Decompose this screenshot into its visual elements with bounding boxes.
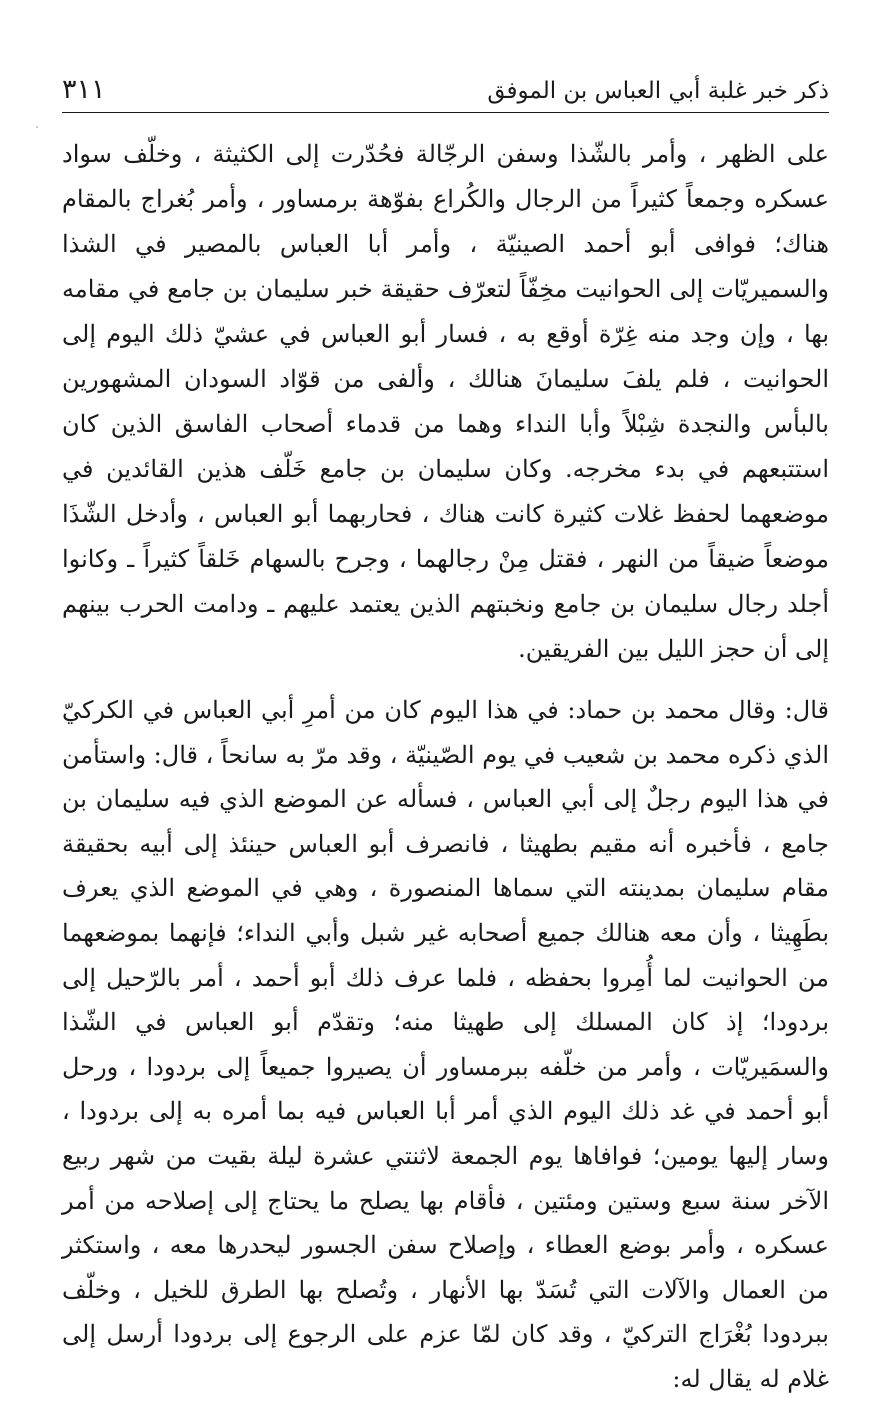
- body-paragraph: قال: وقال محمد بن حماد: في هذا اليوم كان من أمرِ أبي العباس في الكركيّ الذي ذكره محمد بن شعيب في يوم الصّينيّة ، وقد مرّ به سانحاً ، قال: واستأمن في هذا اليوم رجلٌ إلى أبي العباس ، فسأله عن الموضع الذي فيه سليمان بن جامع ، فأخبره أنه مقيم بطهيثا ، فانصرف أبو العباس حينئذ إلى أبيه بحقيقة مقام سليمان بمدينته التي سماها المنصورة ، وهي في الموضع الذي يعرف بطَهِيثا ، وأن معه هنالك جميع أصحابه غير شبل وأبي النداء؛ فإنهما بموضعهما من الحوانيت لما أُمِروا بحفظه ، فلما عرف ذلك أبو أحمد ، أمر بالرّحيل إلى بردودا؛ إذ كان المسلك إلى طهيثا منه؛ وتقدّم أبو العباس في الشّذا والسمَيريّات ، وأمر من خلّفه ببرمساور أن يصيروا جميعاً إلى بردودا ، ورحل أبو أحمد في غد ذلك اليوم الذي أمر أبا العباس فيه بما أمره به إلى بردودا ، وسار إليها يومين؛ فوافاها يوم الجمعة لاثنتي عشرة ليلة بقيت من شهر ربيع الآخر سنة سبع وستين ومئتين ، فأقام بها يصلح ما يحتاج إلى إصلاحه من أمر عسكره ، وأمر بوضع العطاء ، وإصلاح سفن الجسور ليحدرها معه ، واستكثر من العمال والآلات التي تُسَدّ بها الأنهار ، وتُصلح بها الطرق للخيل ، وخلّف ببردودا بُغْرَاج التركيّ ، وقد كان لمّا عزم على الرجوع إلى بردودا أرسل إلى غلام له يقال له:: [62, 696, 830, 1393]
- scan-speck: [36, 126, 38, 128]
- running-title: ذكر خبر غلبة أبي العباس بن الموفق: [487, 78, 829, 104]
- page-header: [62, 66, 829, 113]
- body-paragraph: على الظهر ، وأمر بالشّذا وسفن الرجّالة فحُدّرت إلى الكثيثة ، وخلّف سواد عسكره وجمعاً كثيراً من الرجال والكُراع بفوّهة برمساور ، وأمر بُغراج بالمقام هناك؛ فوافى أبو أحمد الصينيّة ، وأمر أبا العباس بالمصير في الشذا والسميريّات إلى الحوانيت مخِفّاً لتعرّف حقيقة خبر سليمان بن جامع في مقامه بها ، وإن وجد منه غِرّة أوقع به ، فسار أبو العباس في عشيّ ذلك اليوم إلى الحوانيت ، فلم يلفَ سليمانَ هنالك ، وألفى من قوّاد السودان المشهورين بالبأس والنجدة شِبْلاً وأبا النداء وهما من قدماء أصحاب الفاسق الذين كان استتبعهم في بدء مخرجه. وكان سليمان بن جامع خَلّف هذين القائدين في موضعهما لحفظ غلات كثيرة كانت هناك ، فحاربهما أبو العباس ، وأدخل الشّذَا موضعاً ضيقاً من النهر ، فقتل مِنْ رجالهما ، وجرح بالسهام خَلقاً كثيراً ـ وكانوا أجلد رجال سليمان بن جامع ونخبتهم الذين يعتمد عليهم ـ ودامت الحرب بينهم إلى أن حجز الليل بين الفريقين.: [62, 140, 829, 663]
- page-number: ٣١١: [62, 74, 106, 105]
